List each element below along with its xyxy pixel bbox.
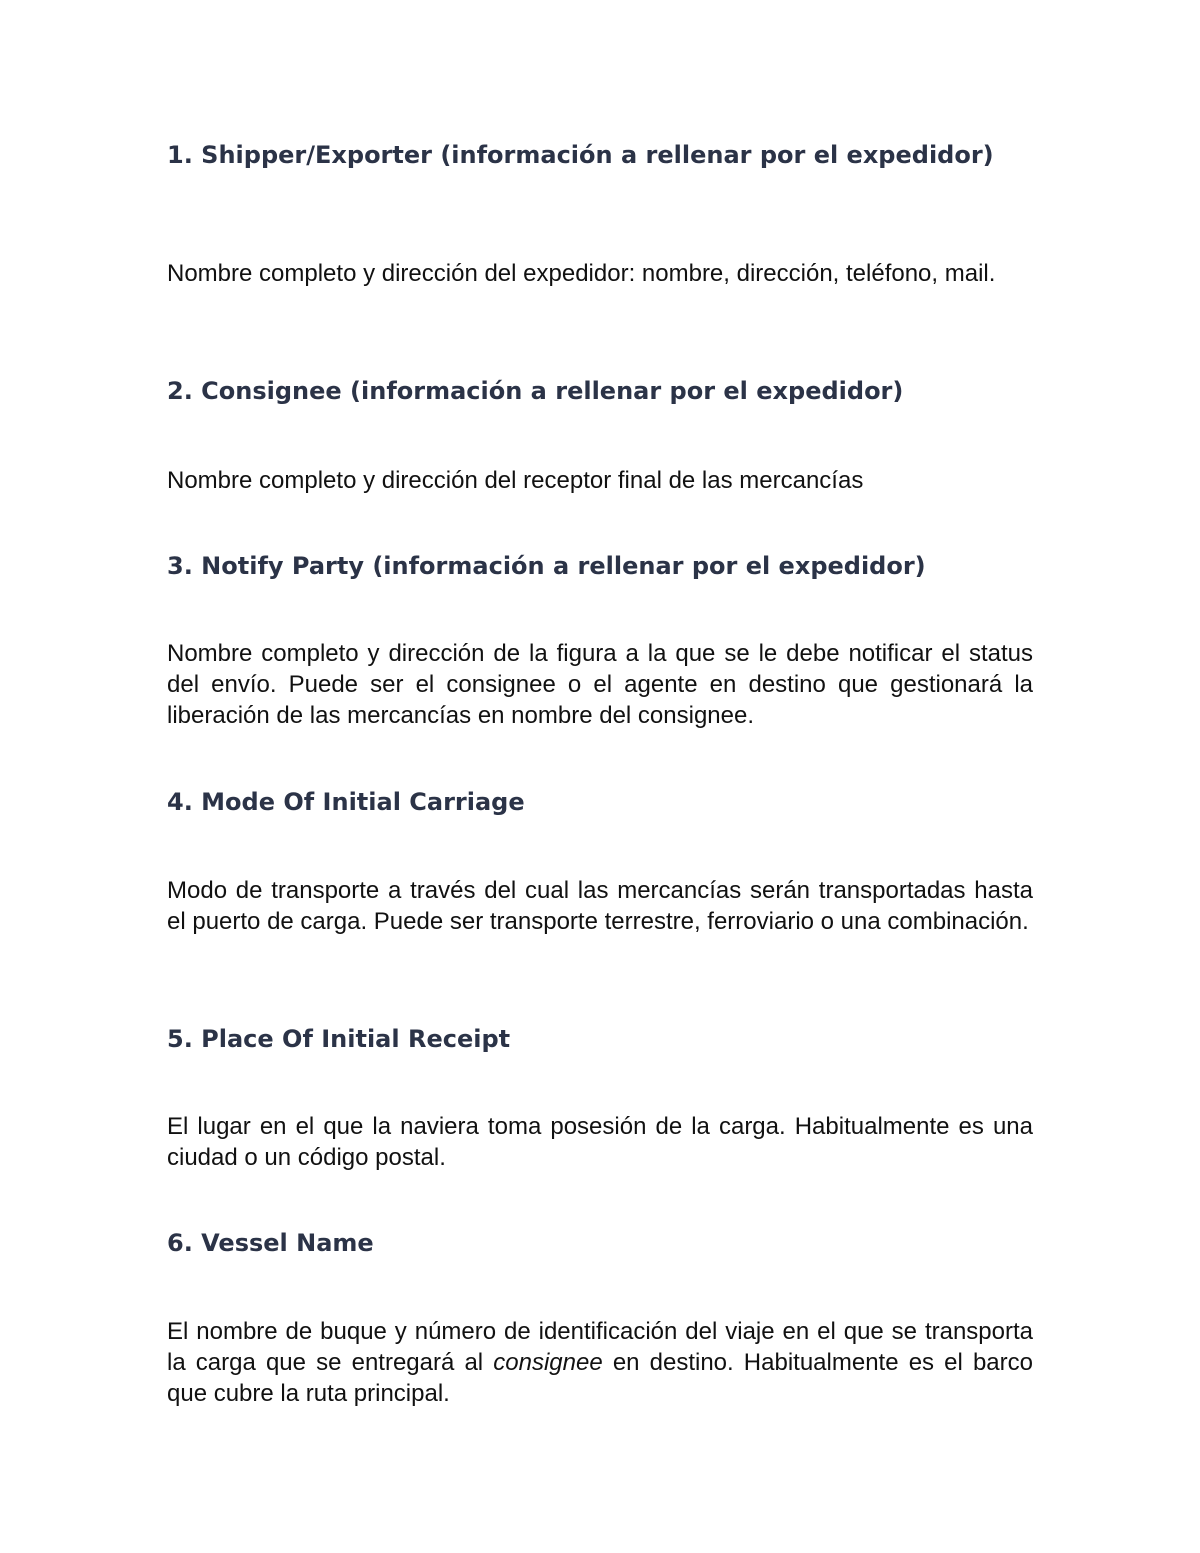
section-6-body — [167, 1316, 1033, 1409]
section-6-body-start: El nombre de buque y número de identificación del viaje en el que se transporta la carga que se entregará al — [167, 1318, 1033, 1376]
section-6-heading: 6. Vessel Name — [167, 1229, 374, 1257]
section-3-heading: 3. Notify Party (información a rellenar por el expedidor) — [167, 552, 926, 580]
section-6-body-end: en destino. Habitualmente es el barco que cubre la ruta principal. — [167, 1349, 1033, 1407]
section-5-body: El lugar en el que la naviera toma posesión de la carga. Habitualmente es una ciudad o un código postal. — [167, 1113, 1033, 1171]
section-1-body: Nombre completo y dirección del expedidor: nombre, dirección, teléfono, mail. — [167, 260, 996, 287]
section-6-body-emphasis: consignee — [493, 1349, 603, 1376]
section-3-body: Nombre completo y dirección de la figura a la que se le debe notificar el status del envío. Puede ser el consignee o el agente en destino que gestionará la liberación de las mercancías en nombre del consignee. — [167, 640, 1033, 729]
section-2-body: Nombre completo y dirección del receptor final de las mercancías — [167, 467, 864, 494]
section-4-body: Modo de transporte a través del cual las mercancías serán transportadas hasta el puerto de carga. Puede ser transporte terrestre, ferroviario o una combinación. — [167, 877, 1033, 935]
section-4-heading: 4. Mode Of Initial Carriage — [167, 788, 525, 816]
section-5-heading: 5. Place Of Initial Receipt — [167, 1025, 511, 1053]
section-1-heading: 1. Shipper/Exporter (información a rellenar por el expedidor) — [167, 141, 994, 169]
section-2-heading: 2. Consignee (información a rellenar por el expedidor) — [167, 377, 904, 405]
